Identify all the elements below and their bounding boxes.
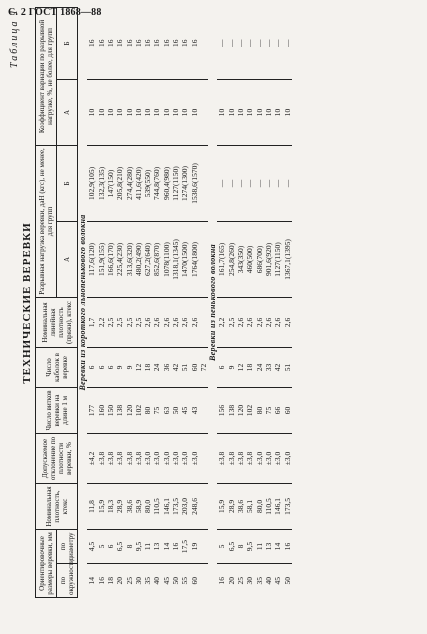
header-var-group-b: Б <box>57 7 78 79</box>
cell-var-a: 10 10 10 10 10 10 10 10 10 10 10 10 <box>87 79 208 145</box>
page-header: С. 2 ГОСТ 1868—88 <box>8 7 102 18</box>
cell-twists: 156 138 120 102 80 75 66 60 <box>217 387 291 433</box>
cell-yarns: 6 9 12 18 24 33 42 51 <box>217 347 291 387</box>
cell-density: 15,9 28,9 38,6 58,1 80,0 110,5 146,1 173,5 <box>217 483 291 529</box>
cell-yarn-density: 2,2 2,5 2,6 2,6 2,6 2,6 2,6 2,6 <box>217 297 291 347</box>
section-title-hemp: Веревки из пенькового волокна <box>208 244 218 361</box>
header-breaking-load: Разрывная нагрузка веревки, даН (кгс), не менее, для групп <box>36 145 57 297</box>
cell-load-b: — — — — — — — — <box>217 145 291 221</box>
header-tolerance: Допускаемое отклонение по плотности веревки, % <box>36 433 78 483</box>
header-load-group-b: Б <box>57 145 78 221</box>
header-variation: Коэффициент вариации по разрывной нагрузке, %, не более, для групп <box>36 7 57 145</box>
cell-load-b: 102,9(105) 132,3(135) 147(150) 205,8(210) 274,4(280) 411,6(420) 539(550) 744,8(760) 960,4(980) 1127(1150) 1274(1300) 1538,6(1570) <box>87 145 208 221</box>
cell-load-a: 117,6(120) 151,9(155) 166,6(170) 225,4(230) 313,6(320) 480,2(490) 627,2(640) 852,6(870) 1078(1100) 1318,1(1345) 1470(1500) 1764(1800) <box>87 221 208 297</box>
table-title: ТЕХНИЧЕСКИЕ ВЕРЕВКИ <box>21 222 33 384</box>
rotated-table-block <box>5 8 423 598</box>
cell-tolerance: ±4,2 ±3,8 ±3,8 ±3,8 ±3,8 ±3,8 ±3,0 ±3,0 ±3,0 ±3,0 ±3,0 ±3,0 <box>87 433 208 483</box>
cell-var-b: 16 16 16 16 16 16 16 16 16 16 16 16 <box>87 7 208 79</box>
header-circumference: по окружности <box>57 564 78 598</box>
cell-circumference: 14 16 18 20 25 30 35 40 45 50 55 60 <box>87 577 199 585</box>
cell-var-b: — — — — — — — — <box>217 7 291 79</box>
cell-var-a: 10 10 10 10 10 10 10 10 <box>217 79 291 145</box>
cell-yarns: 6 6 6 9 9 12 18 24 36 42 51 60 72 <box>87 347 208 387</box>
table-number: Таблица 1 <box>9 8 20 68</box>
header-diameter: по диаметру <box>57 529 78 563</box>
header-linear-density: Номинальная плотность, ктекс <box>36 483 78 529</box>
cell-circumference: 16 20 25 30 35 40 45 50 <box>217 577 292 585</box>
table-row <box>217 7 291 597</box>
section-title-flax: Веревки из короткого льнопенькового волокна <box>78 214 88 391</box>
cell-diameter: 4,5 5 6 6,5 8 9,5 11 13 14 16 17,5 19 <box>87 529 208 563</box>
table-title-row <box>7 8 31 598</box>
rope-spec-table <box>35 7 292 598</box>
cell-density: 11,8 15,9 18,3 28,9 38,6 58,9 80,0 110,5 146,1 173,5 203,0 248,6 <box>87 483 208 529</box>
header-yarn-count: Число каболок в веревке <box>36 347 78 387</box>
cell-twists: 177 160 150 138 120 102 80 75 63 50 45 43 <box>87 387 208 433</box>
cell-tolerance: ±3,8 ±3,8 ±3,8 ±3,8 ±3,0 ±3,0 ±3,0 ±3,0 <box>217 433 291 483</box>
cell-load-a: 161,7(165) 254,8(260) 343(350) 460(500) 686(700) 901,6(920) 1127(1150) 1367,1(1395) <box>217 221 291 297</box>
header-load-group-a: А <box>57 221 78 297</box>
cell-diameter: 5 6,5 8 9,5 11 13 14 16 <box>217 529 291 563</box>
header-dims-group: Ориентировочные размеры веревки, мм <box>36 529 57 597</box>
header-twists: Число витков веревки на длине 1 м <box>36 387 78 433</box>
table-row <box>87 7 208 597</box>
header-yarn-density: Номинальная линейная плотность (пряжи), ктекс <box>36 297 78 347</box>
header-var-group-a: А <box>57 79 78 145</box>
cell-yarn-density: 1,7 2,2 2,5 2,5 2,5 2,5 2,6 2,6 2,6 2,6 2,6 2,6 <box>87 297 208 347</box>
